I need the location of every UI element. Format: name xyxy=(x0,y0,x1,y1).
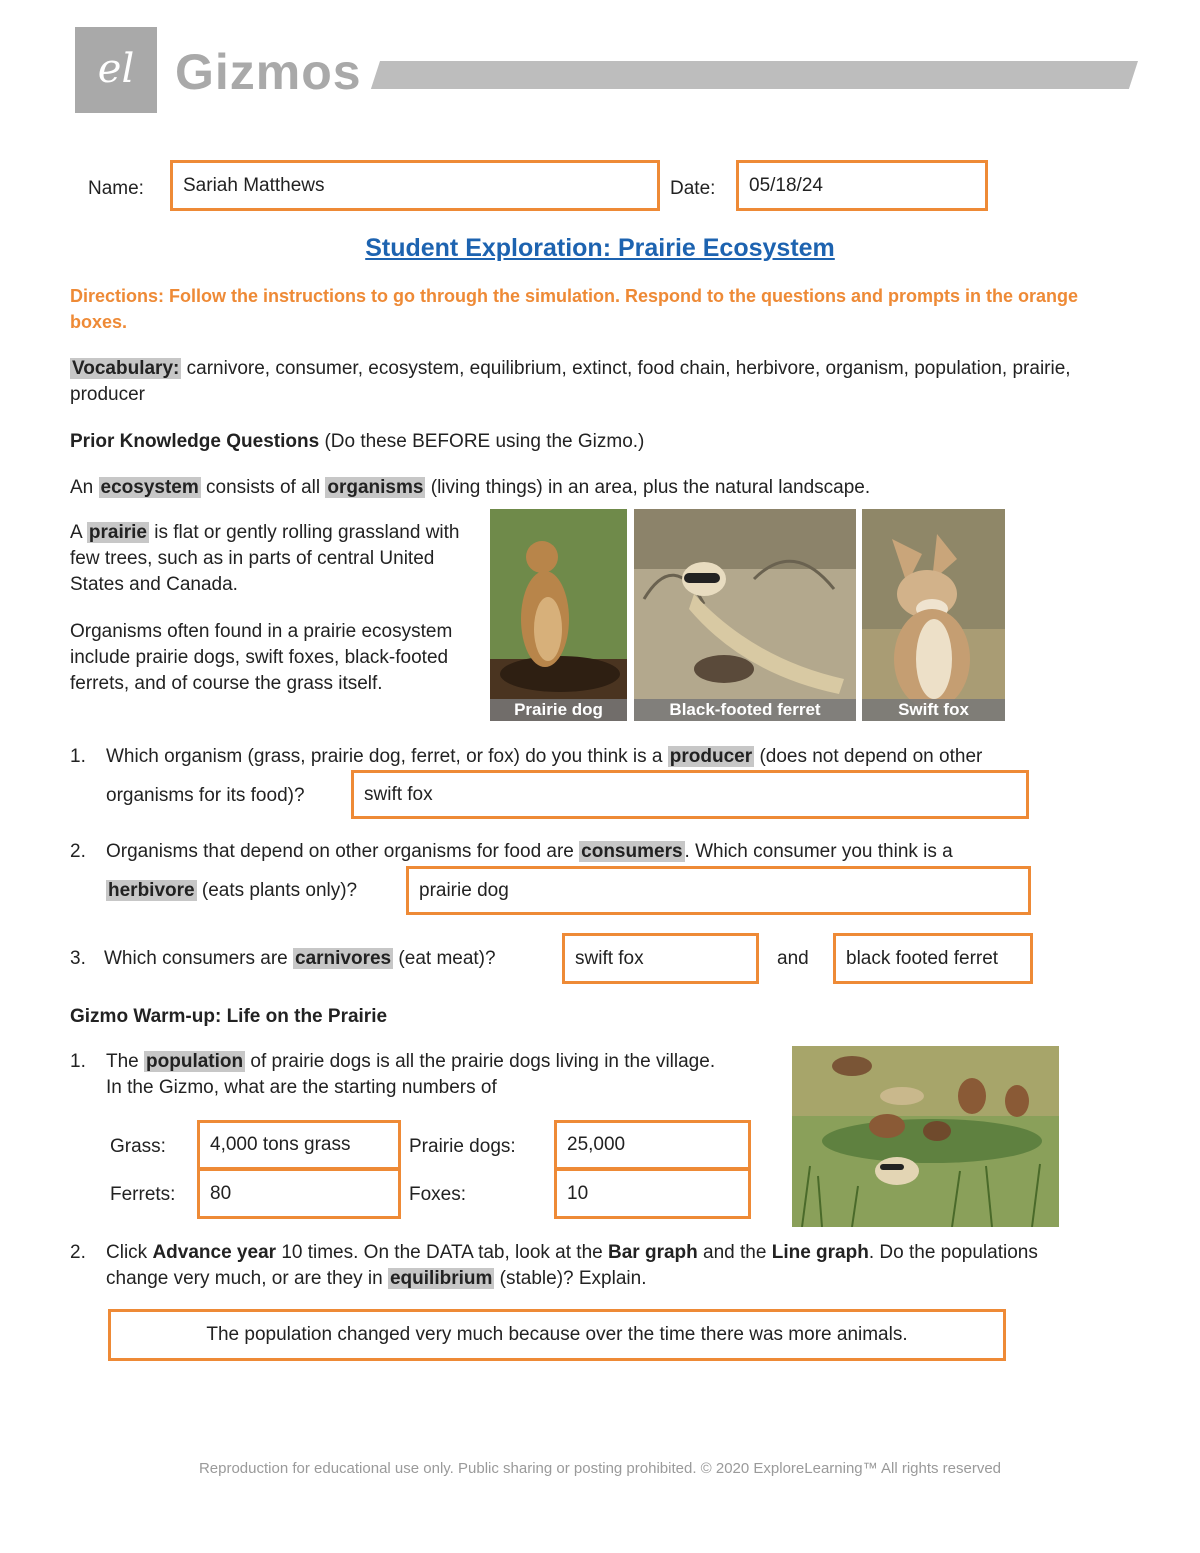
vocabulary-terms: carnivore, consumer, ecosystem, equilibrium, extinct, food chain, herbivore, organism, population, prairie, producer xyxy=(70,358,1071,405)
ecosystem-term: ecosystem xyxy=(100,477,199,498)
foxes-field[interactable]: 10 xyxy=(554,1168,751,1219)
organisms-term: organisms xyxy=(327,477,424,498)
prior-knowledge-title: Prior Knowledge Questions xyxy=(70,431,320,452)
q2-answer-field[interactable]: prairie dog xyxy=(406,866,1031,915)
q3-pre: Which consumers are xyxy=(104,948,288,969)
q2-line2-text: (eats plants only)? xyxy=(201,880,358,901)
foxes-label: Foxes: xyxy=(409,1184,467,1205)
vocabulary-label: Vocabulary: xyxy=(72,358,180,379)
photo-caption: Swift fox xyxy=(862,699,1005,721)
name-field[interactable]: Sariah Matthews xyxy=(170,160,660,211)
warmup-q1-text xyxy=(106,1049,736,1101)
bar-graph-term: Bar graph xyxy=(608,1242,698,1263)
date-label: Date: xyxy=(670,178,716,199)
ferrets-field[interactable]: 80 xyxy=(197,1168,401,1219)
vocabulary xyxy=(70,356,1140,408)
prairie-term: prairie xyxy=(88,522,147,543)
q1-line1 xyxy=(106,744,982,770)
date-field[interactable]: 05/18/24 xyxy=(736,160,988,211)
warmup-heading: Gizmo Warm-up: Life on the Prairie xyxy=(70,1006,388,1027)
question-number: 2. xyxy=(70,1242,86,1263)
black-footed-ferret-photo xyxy=(634,509,856,721)
warmup-q2-mid1: 10 times. On the DATA tab, look at the xyxy=(281,1242,603,1263)
photo-caption: Black-footed ferret xyxy=(634,699,856,721)
prairie-dogs-field[interactable]: 25,000 xyxy=(554,1120,751,1170)
carnivores-term: carnivores xyxy=(295,948,392,969)
warmup-q1-pre: The xyxy=(106,1051,139,1072)
q2-line2 xyxy=(106,878,357,904)
warmup-q2-mid2: . Do the populations change very much, or are they in xyxy=(106,1242,1038,1289)
q3-answer-field-1[interactable]: swift fox xyxy=(562,933,759,984)
q1-text: Which organism (grass, prairie dog, ferret, or fox) do you think is a xyxy=(106,746,663,767)
brand-name: Gizmos xyxy=(175,44,362,100)
q3-answer-field-2[interactable]: black footed ferret xyxy=(833,933,1033,984)
gizmos-logo-badge xyxy=(75,27,157,113)
ecosystem-post: (living things) in an area, plus the natural landscape. xyxy=(430,477,871,498)
swift-fox-photo xyxy=(862,509,1005,721)
q1-text-post: (does not depend on other xyxy=(759,746,983,767)
line-graph-term: Line graph xyxy=(771,1242,869,1263)
warmup-q2-answer-field[interactable]: The population changed very much because over the time there was more animals. xyxy=(108,1309,1006,1361)
grass-field[interactable]: 4,000 tons grass xyxy=(197,1120,401,1170)
equilibrium-term: equilibrium xyxy=(389,1268,493,1289)
ecosystem-definition xyxy=(70,475,1140,501)
warmup-q2-text xyxy=(106,1240,1096,1292)
logo-mark: el xyxy=(97,46,135,92)
advance-year-term: Advance year xyxy=(152,1242,277,1263)
prairie-dogs-label: Prairie dogs: xyxy=(409,1136,516,1157)
warmup-q2-post: (stable)? Explain. xyxy=(499,1268,647,1289)
population-term: population xyxy=(146,1051,244,1072)
herbivore-term: herbivore xyxy=(108,880,195,901)
page-title: Student Exploration: Prairie Ecosystem xyxy=(365,234,835,262)
prairie-dog-photo xyxy=(490,509,627,721)
warmup-q2-and: and the xyxy=(703,1242,767,1263)
producer-term: producer xyxy=(669,746,753,767)
q1-line2: organisms for its food)? xyxy=(106,785,305,806)
header-bar xyxy=(371,61,1138,89)
click-text: Click xyxy=(106,1242,148,1263)
ferrets-label: Ferrets: xyxy=(110,1184,176,1205)
prior-knowledge-heading xyxy=(70,429,1140,455)
question-number: 3. xyxy=(70,948,86,969)
prior-knowledge-note: (Do these BEFORE using the Gizmo.) xyxy=(324,431,645,452)
prairie-scene-illustration xyxy=(792,1046,1059,1227)
q1-answer-field[interactable]: swift fox xyxy=(351,770,1029,819)
question-number: 1. xyxy=(70,746,86,767)
q2-text: Organisms that depend on other organisms for food are xyxy=(106,841,574,862)
photo-caption: Prairie dog xyxy=(490,699,627,721)
question-number: 1. xyxy=(70,1051,86,1072)
warmup-q1-post: of prairie dogs is all the prairie dogs living in the village. In the Gizmo, what are the starting numbers of xyxy=(106,1051,716,1098)
grass-label: Grass: xyxy=(110,1136,166,1157)
q3-and-label: and xyxy=(777,948,809,969)
footer-copyright: Reproduction for educational use only. Public sharing or posting prohibited. © 2020 ExploreLearning™ All rights reserved xyxy=(198,1460,1002,1477)
q2-text-post: . Which consumer you think is a xyxy=(684,841,953,862)
prairie-pre: A xyxy=(70,522,82,543)
q3-text xyxy=(104,946,496,972)
consumers-term: consumers xyxy=(581,841,683,862)
q2-line1 xyxy=(106,839,953,865)
ecosystem-pre: An xyxy=(70,477,94,498)
directions: Directions: Follow the instructions to go through the simulation. Respond to the questions and prompts in the orange boxes. xyxy=(70,286,1078,332)
q3-post: (eat meat)? xyxy=(398,948,496,969)
question-number: 2. xyxy=(70,841,86,862)
name-label: Name: xyxy=(88,178,144,199)
prairie-definition xyxy=(70,520,470,598)
organisms-paragraph: Organisms often found in a prairie ecosystem include prairie dogs, swift foxes, black-footed ferrets, and of course the grass itself. xyxy=(70,621,453,694)
prairie-post: is flat or gently rolling grassland with few trees, such as in parts of central United States and Canada. xyxy=(70,522,460,595)
ecosystem-mid: consists of all xyxy=(206,477,321,498)
